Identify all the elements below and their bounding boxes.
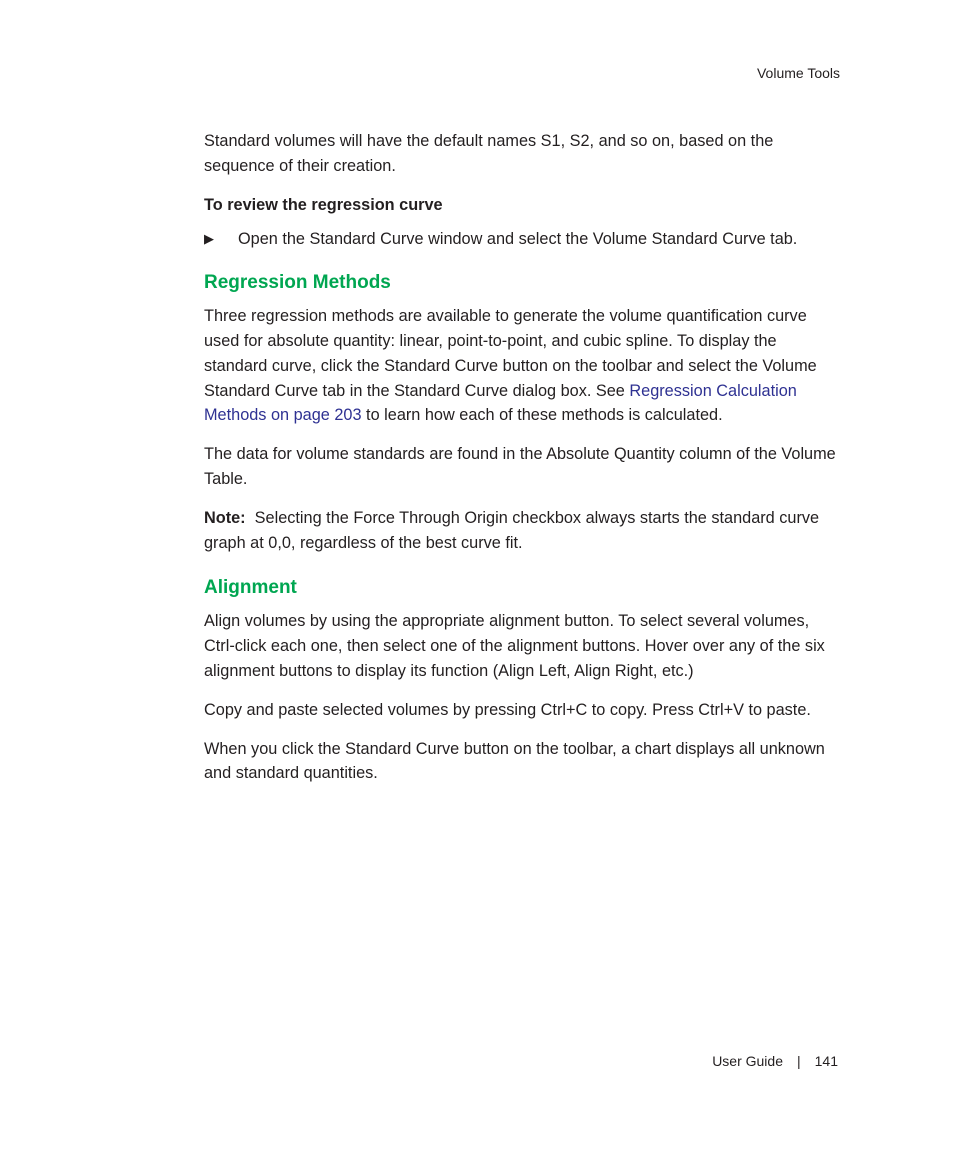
footer-separator: | bbox=[797, 1053, 801, 1069]
procedure-heading: To review the regression curve bbox=[204, 195, 443, 214]
page-number: 141 bbox=[814, 1053, 838, 1069]
note-paragraph bbox=[204, 506, 844, 556]
section-heading-alignment: Alignment bbox=[204, 577, 297, 599]
regression-paragraph bbox=[204, 304, 844, 428]
intro-paragraph: Standard volumes will have the default names S1, S2, and so on, based on the sequence of their creation. bbox=[204, 132, 774, 175]
copy-paste-paragraph: Copy and paste selected volumes by pressing Ctrl+C to copy. Press Ctrl+V to paste. bbox=[204, 700, 811, 719]
procedure-step-text: Open the Standard Curve window and select the Volume Standard Curve tab. bbox=[238, 230, 798, 249]
procedure-step bbox=[204, 227, 844, 252]
volume-standards-paragraph: The data for volume standards are found in the Absolute Quantity column of the Volume Table. bbox=[204, 445, 836, 488]
right-triangle-icon: ▶ bbox=[204, 231, 214, 247]
footer-guide-label: User Guide bbox=[712, 1053, 783, 1069]
running-head-title: Volume Tools bbox=[756, 65, 840, 81]
standard-curve-chart-paragraph: When you click the Standard Curve button on the toolbar, a chart displays all unknown and standard quantities. bbox=[204, 739, 825, 783]
note-text: Selecting the Force Through Origin checkbox always starts the standard curve graph at 0,0, regardless of the best curve fit. bbox=[204, 508, 820, 552]
note-label: Note: bbox=[204, 508, 246, 527]
regression-calculation-link[interactable]: Regression Calculation Methods on page 203 bbox=[204, 381, 797, 425]
section-heading-regression-methods: Regression Methods bbox=[204, 272, 391, 294]
page-footer bbox=[712, 1052, 838, 1070]
regression-text-before-link: Three regression methods are available to generate the volume quantification curve used for absolute quantity: linear, point-to-point, and cubic spline. To display the standard curve, click the Standard Curve button on the toolbar and select the Volume Standard Curve tab in the Standard Curve dialog box. See bbox=[204, 307, 817, 400]
regression-text-after-link: to learn how each of these methods is calculated. bbox=[361, 406, 723, 425]
page-content bbox=[204, 129, 844, 786]
alignment-paragraph: Align volumes by using the appropriate alignment button. To select several volumes, Ctrl-click each one, then select one of the alignment buttons. Hover over any of the six alignment buttons to display its function (Align Left, Align Right, etc.) bbox=[204, 612, 825, 680]
